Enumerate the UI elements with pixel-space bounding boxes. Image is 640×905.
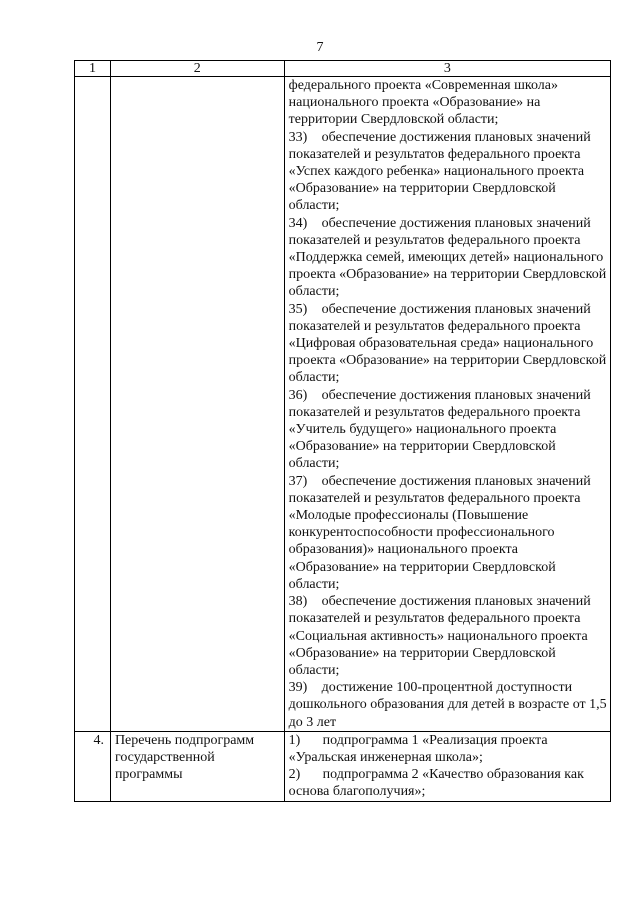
- row-title-cell: Перечень подпрограмм государственной программы: [110, 731, 284, 801]
- list-item: [289, 766, 608, 800]
- item-text: обеспечение достижения плановых значений показателей и результатов федерального проекта «Учитель будущего» национального проекта «Образование» на территории Свердловской области;: [288, 387, 591, 472]
- item-number: 34): [288, 215, 308, 231]
- row-content-cell: [284, 77, 610, 732]
- item-number: 2): [288, 767, 301, 783]
- item-text: подпрограмма 2 «Качество образования как основа благополучия»;: [288, 767, 584, 800]
- row-content-cell: [284, 731, 610, 801]
- list-item: [289, 593, 608, 679]
- list-item: [289, 387, 608, 473]
- program-table: [74, 60, 611, 802]
- item-text: достижение 100-процентной доступности дошкольного образования для детей в возрасте от 1,5 до 3 лет: [288, 680, 607, 730]
- item-number: 36): [288, 387, 308, 403]
- header-col-2: 2: [110, 61, 284, 77]
- target-list: [289, 129, 608, 731]
- item-text: подпрограмма 1 «Реализация проекта «Уральская инженерная школа»;: [288, 732, 548, 765]
- item-number: 38): [288, 594, 308, 610]
- table-row: [75, 731, 611, 801]
- header-col-1: 1: [75, 61, 111, 77]
- item-number: 35): [288, 301, 308, 317]
- item-text: обеспечение достижения плановых значений показателей и результатов федерального проекта «Молодые профессионалы (Повышение конкурентоспособности профессионального образования)» национального проекта «Образование» на территории Свердловской области;: [288, 473, 591, 592]
- row-number-cell: [75, 77, 111, 732]
- item-number: 1): [288, 732, 301, 748]
- item-text: обеспечение достижения плановых значений показателей и результатов федерального проекта «Социальная активность» национального проекта «Образование» на территории Свердловской области;: [288, 594, 591, 678]
- item-number: 33): [288, 129, 308, 145]
- list-item: [289, 129, 608, 215]
- list-item: [289, 301, 608, 387]
- list-item: [289, 473, 608, 593]
- list-item: [289, 679, 608, 731]
- item-number: 39): [288, 680, 308, 696]
- subprogram-list: [289, 732, 608, 801]
- item-text: обеспечение достижения плановых значений показателей и результатов федерального проекта «Поддержка семей, имеющих детей» национального проекта «Образование» на территории Свердловской области;: [288, 215, 607, 300]
- table-header-row: [75, 61, 611, 77]
- list-item: [289, 732, 608, 766]
- table-row: [75, 77, 611, 732]
- page-number: 7: [316, 40, 324, 55]
- lead-paragraph: федерального проекта «Современная школа» национального проекта «Образование» на территории Свердловской области;: [288, 78, 558, 128]
- item-text: обеспечение достижения плановых значений показателей и результатов федерального проекта «Успех каждого ребенка» национального проекта «Образование» на территории Свердловской области;: [288, 129, 591, 214]
- row-title-cell: [110, 77, 284, 732]
- header-col-3: 3: [284, 61, 610, 77]
- row-number-cell: 4.: [75, 731, 111, 801]
- list-item: [289, 215, 608, 301]
- item-number: 37): [288, 473, 308, 489]
- item-text: обеспечение достижения плановых значений показателей и результатов федерального проекта «Цифровая образовательная среда» национального проекта «Образование» на территории Свердловской области;: [288, 301, 607, 386]
